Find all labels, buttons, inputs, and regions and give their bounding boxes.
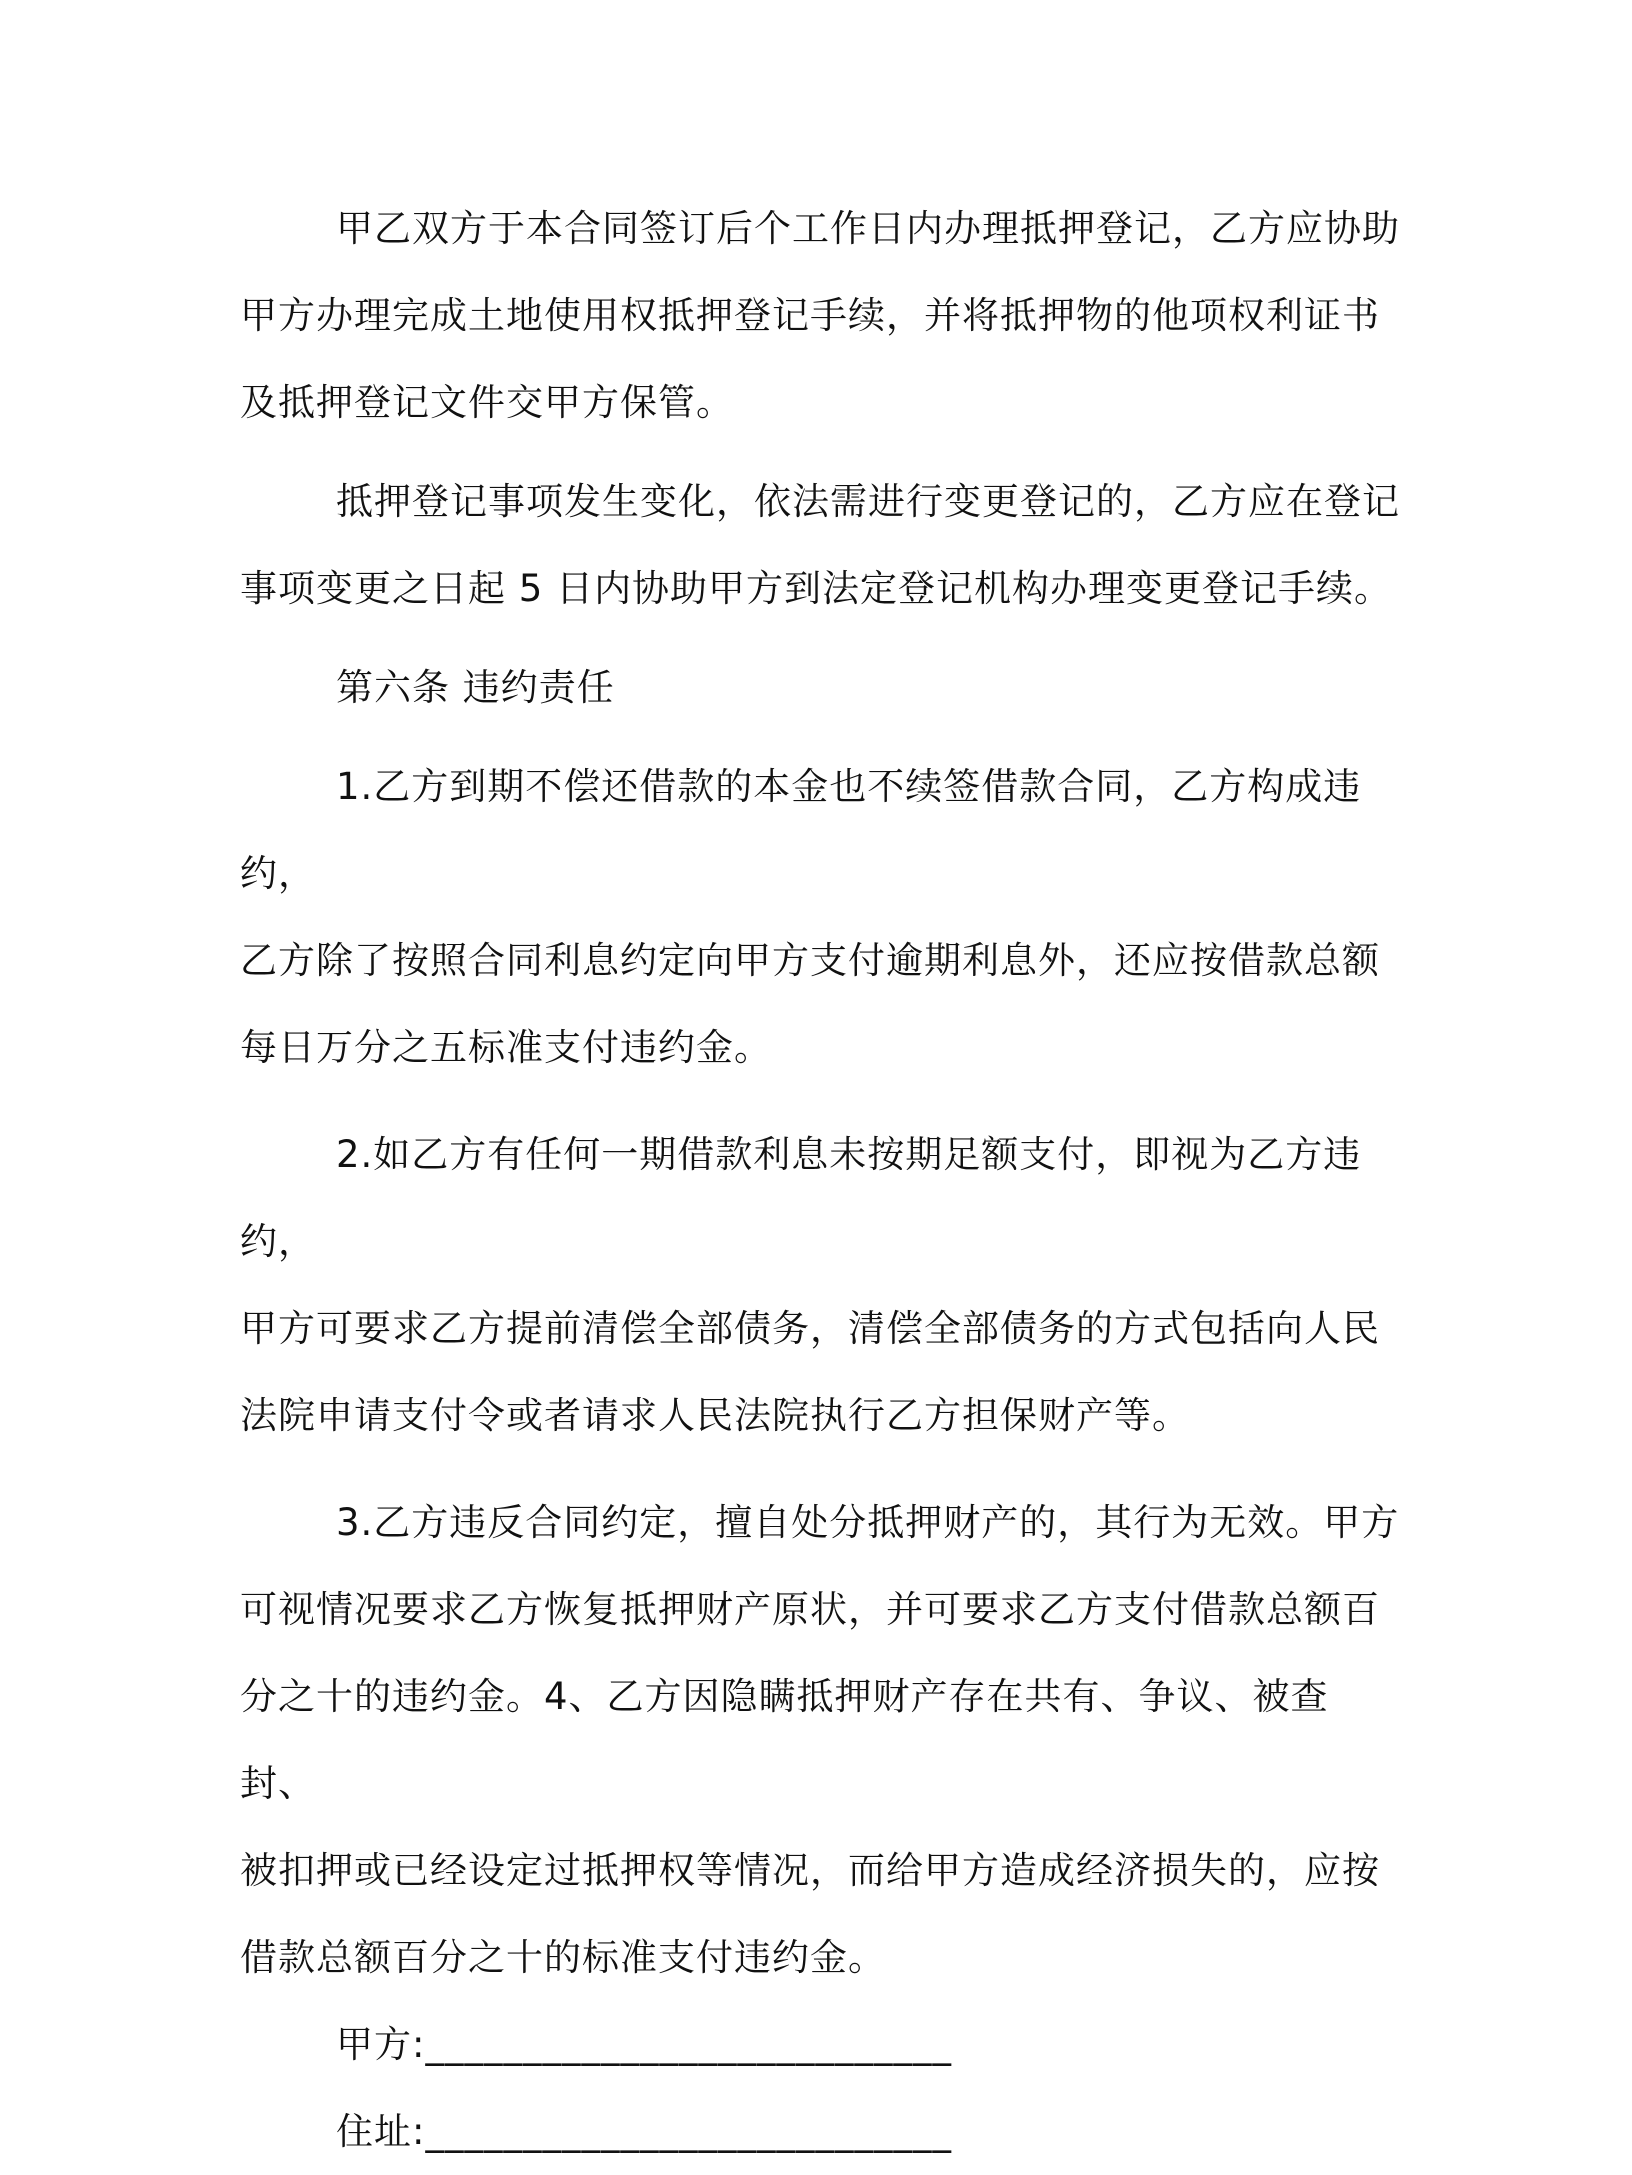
party-a-signature-field: 甲方:___________________________ bbox=[336, 2023, 952, 2066]
section-heading-liability: 第六条 违约责任 bbox=[336, 666, 615, 709]
address-field: 住址:___________________________ bbox=[336, 2110, 952, 2153]
document-body bbox=[240, 185, 1400, 2175]
paragraph-clause-2: 2.如乙方有任何一期借款利息未按期足额支付，即视为乙方违约， 甲方可要求乙方提前清偿全部债务，清偿全部债务的方式包括向人民 法院申请支付令或者请求人民法院执行乙方担保财产等。 bbox=[240, 1133, 1380, 1437]
paragraph-clause-3: 3.乙方违反合同约定，擅自处分抵押财产的，其行为无效。甲方 可视情况要求乙方恢复抵押财产原状，并可要求乙方支付借款总额百 分之十的违约金。4、乙方因隐瞒抵押财产存在共有、争议、被查封、 被扣押或已经设定过抵押权等情况，而给甲方造成经济损失的，应按 借款总额百分之十的标准支付违约金。 bbox=[240, 1501, 1400, 1979]
paragraph-registration-change: 抵押登记事项发生变化，依法需进行变更登记的，乙方应在登记 事项变更之日起 5 日内协助甲方到法定登记机构办理变更登记手续。 bbox=[240, 480, 1400, 610]
paragraph-clause-1: 1.乙方到期不偿还借款的本金也不续签借款合同，乙方构成违约， 乙方除了按照合同利息约定向甲方支付逾期利息外，还应按借款总额 每日万分之五标准支付违约金。 bbox=[240, 765, 1380, 1069]
paragraph-mortgage-registration: 甲乙双方于本合同签订后个工作日内办理抵押登记，乙方应协助 甲方办理完成土地使用权抵押登记手续，并将抵押物的他项权利证书 及抵押登记文件交甲方保管。 bbox=[240, 207, 1400, 424]
